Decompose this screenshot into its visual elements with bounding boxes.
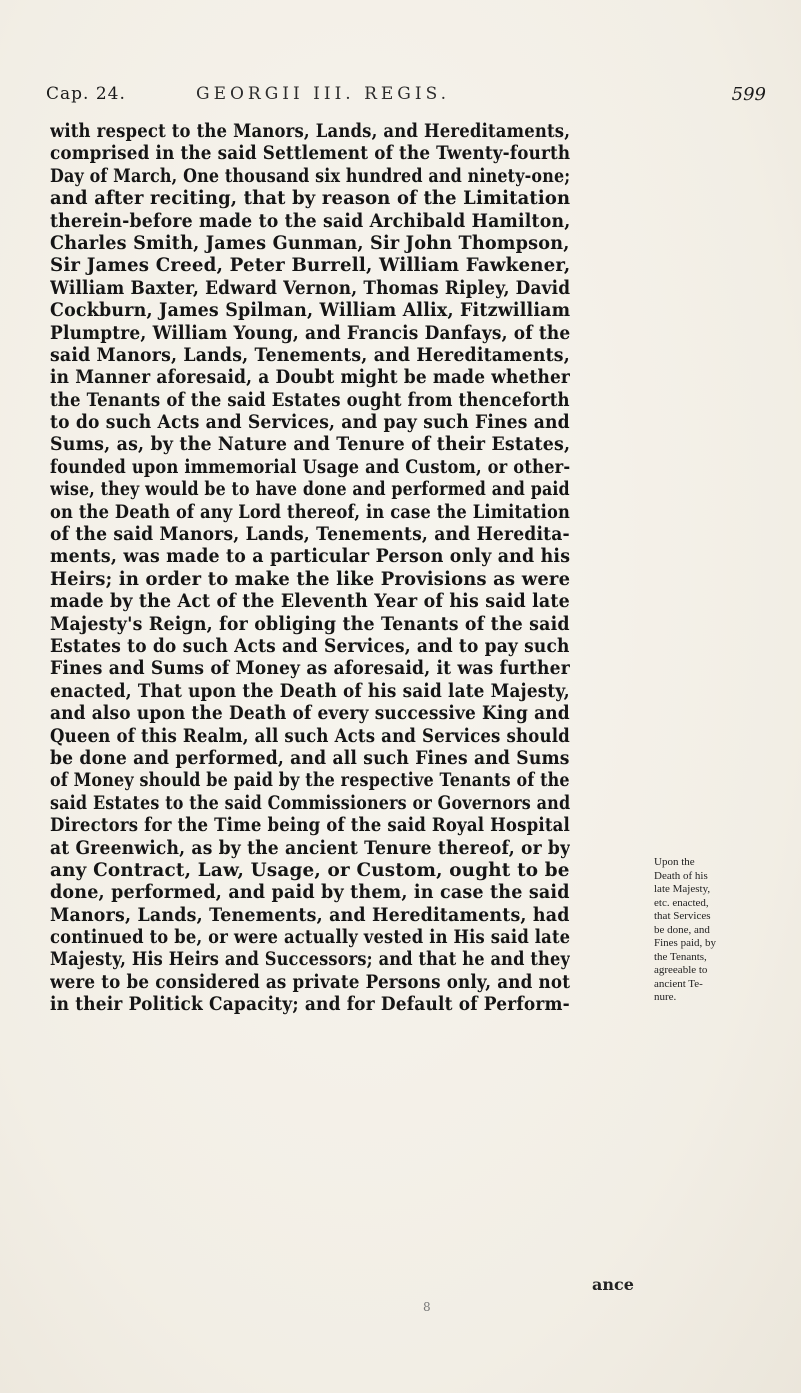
margin-note-line: the Tenants, bbox=[654, 950, 707, 963]
text-line: to do such Acts and Services, and pay such Fines and bbox=[50, 411, 570, 434]
text-line: William Baxter, Edward Vernon, Thomas Ripley, David bbox=[50, 276, 570, 299]
text-line: of Money should be paid by the respective Tenants of the bbox=[50, 769, 570, 792]
chapter-number: Cap. 24. bbox=[46, 84, 126, 104]
text-line: therein-before made to the said Archibald Hamilton, bbox=[50, 209, 570, 232]
text-line: Day of March, One thousand six hundred and ninety-one; bbox=[50, 164, 570, 187]
margin-note-line: nure. bbox=[654, 991, 677, 1003]
text-line: Fines and Sums of Money as aforesaid, it was further bbox=[50, 657, 570, 680]
catchword: ance bbox=[592, 1275, 634, 1294]
text-line: on the Death of any Lord thereof, in case the Limitation bbox=[50, 500, 570, 523]
text-line: Heirs; in order to make the like Provisions as were bbox=[50, 567, 570, 590]
text-line: any Contract, Law, Usage, or Custom, ought to be bbox=[50, 858, 570, 881]
text-line: in their Politick Capacity; and for Default of Perform- bbox=[50, 993, 570, 1016]
text-line: Cockburn, James Spilman, William Allix, Fitzwilliam bbox=[50, 299, 570, 322]
text-line: with respect to the Manors, Lands, and Hereditaments, bbox=[50, 120, 570, 142]
text-line: Sir James Creed, Peter Burrell, William Fawkener, bbox=[50, 254, 570, 277]
text-line: Manors, Lands, Tenements, and Hereditaments, had bbox=[50, 903, 570, 926]
margin-note-line: late Majesty, bbox=[654, 883, 711, 895]
text-line: founded upon immemorial Usage and Custom, or other- bbox=[50, 455, 570, 478]
text-line: were to be considered as private Persons only, and not bbox=[50, 970, 570, 993]
margin-note-line: ancient Te- bbox=[654, 977, 703, 990]
text-line: Majesty, His Heirs and Successors; and that he and they bbox=[50, 948, 570, 971]
text-line: done, performed, and paid by them, in case the said bbox=[50, 881, 570, 904]
margin-note-line: Death of his bbox=[654, 869, 708, 882]
text-line: said Manors, Lands, Tenements, and Hereditaments, bbox=[50, 343, 570, 366]
text-line: Majesty's Reign, for obliging the Tenants of the said bbox=[50, 612, 570, 635]
text-line: in Manner aforesaid, a Doubt might be made whether bbox=[50, 366, 570, 389]
text-line: and after reciting, that by reason of the Limitation bbox=[50, 187, 570, 210]
text-line: continued to be, or were actually vested in His said late bbox=[50, 926, 570, 949]
text-line: Queen of this Realm, all such Acts and Services should bbox=[50, 724, 570, 747]
signature-mark: 8 bbox=[423, 1300, 431, 1314]
text-line: Directors for the Time being of the said Royal Hospital bbox=[50, 814, 570, 837]
text-line: be done and performed, and all such Fines and Sums bbox=[50, 746, 570, 769]
margin-note-line: Fines paid, by bbox=[654, 937, 717, 949]
text-line: made by the Act of the Eleventh Year of his said late bbox=[50, 590, 570, 613]
text-line: and also upon the Death of every successive King and bbox=[50, 702, 570, 725]
text-line: Plumptre, William Young, and Francis Danfays, of the bbox=[50, 321, 570, 344]
text-line: wise, they would be to have done and performed and paid bbox=[50, 478, 570, 501]
margin-note-line: be done, and bbox=[654, 923, 710, 936]
page-number: 599 bbox=[731, 84, 766, 105]
text-line: enacted, That upon the Death of his said late Majesty, bbox=[50, 679, 570, 702]
text-line: Charles Smith, James Gunman, Sir John Thompson, bbox=[50, 231, 570, 254]
margin-note-line: agreeable to bbox=[654, 964, 708, 976]
text-line: the Tenants of the said Estates ought from thenceforth bbox=[50, 388, 570, 411]
text-line: ments, was made to a particular Person only and his bbox=[50, 545, 570, 568]
text-line: of the said Manors, Lands, Tenements, and Heredita- bbox=[50, 523, 570, 546]
margin-note-line: etc. enacted, bbox=[654, 896, 709, 909]
running-title: GEORGII III. REGIS. bbox=[196, 84, 451, 104]
text-line: at Greenwich, as by the ancient Tenure thereof, or by bbox=[50, 836, 570, 859]
running-header bbox=[46, 84, 766, 114]
statute-text-block bbox=[50, 120, 570, 1016]
text-line: Estates to do such Acts and Services, and to pay such bbox=[50, 634, 570, 657]
margin-note-line: that Services bbox=[654, 910, 711, 922]
text-line: said Estates to the said Commissioners or Governors and bbox=[50, 791, 570, 814]
marginal-note bbox=[654, 856, 736, 1005]
text-line: comprised in the said Settlement of the Twenty-fourth bbox=[50, 142, 570, 165]
text-line: Sums, as, by the Nature and Tenure of their Estates, bbox=[50, 433, 570, 456]
margin-note-line: Upon the bbox=[654, 856, 695, 868]
